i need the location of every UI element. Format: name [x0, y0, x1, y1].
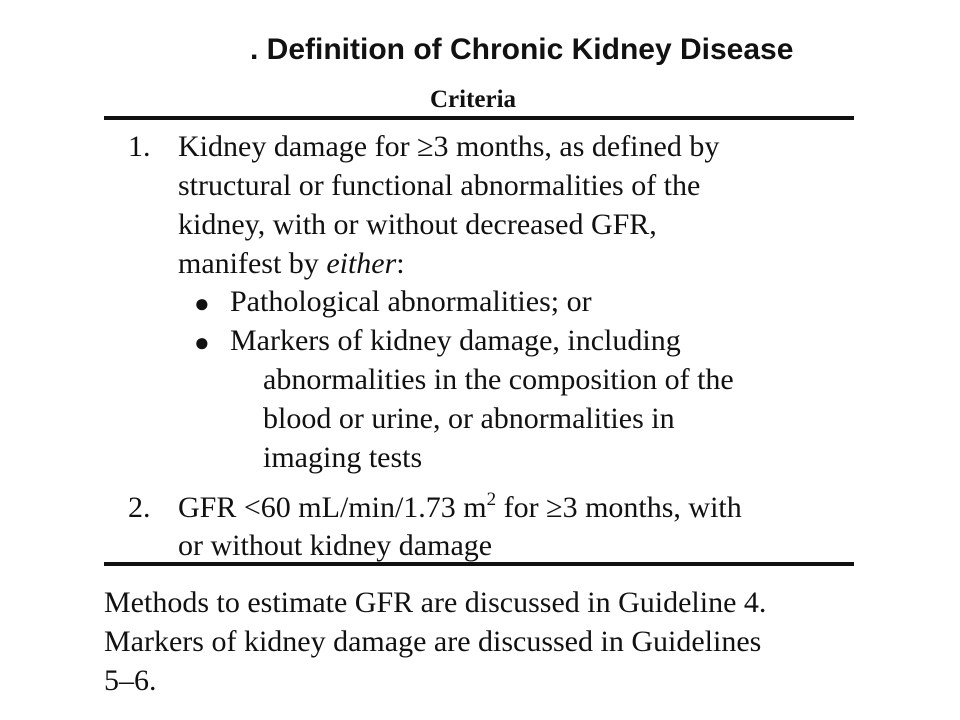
manifest-suffix: :: [396, 247, 405, 280]
criterion-1-line: Kidney damage for ≥3 months, as defined by: [178, 130, 720, 163]
criterion-1-line: kidney, with or without decreased GFR,: [178, 208, 657, 241]
bullet-item-text: blood or urine, or abnormalities in: [263, 402, 675, 435]
footnote-line: 5–6.: [104, 664, 157, 697]
criterion-1-line: structural or functional abnormalities of the: [178, 169, 701, 202]
manifest-emphasis: either: [326, 247, 397, 280]
footnote-line: Markers of kidney damage are discussed in Guidelines: [104, 625, 762, 658]
gfr-duration-text: for ≥3 months, with: [496, 491, 742, 524]
manifest-prefix: manifest by: [178, 247, 327, 280]
superscript-exponent: 2: [486, 489, 497, 510]
bullet-icon: ●: [194, 328, 210, 357]
bullet-item-text: abnormalities in the composition of the: [263, 363, 734, 396]
gfr-text: GFR <60 mL/min/1.73 m: [178, 491, 487, 524]
footnote-line: Methods to estimate GFR are discussed in Guideline 4.: [104, 586, 767, 619]
bullet-item-text: Markers of kidney damage, including: [230, 324, 681, 357]
top-rule: [104, 116, 854, 120]
criteria-column-header: Criteria: [430, 86, 517, 113]
bullet-item-text: Pathological abnormalities; or: [230, 285, 592, 318]
table-title: . Definition of Chronic Kidney Disease: [250, 33, 794, 66]
bullet-item-text: imaging tests: [263, 441, 423, 474]
bottom-rule: [104, 562, 854, 566]
criterion-1-number: 1.: [128, 130, 151, 163]
criterion-2-line: [178, 488, 742, 527]
criterion-2-line: or without kidney damage: [178, 529, 493, 562]
criterion-1-manifest-line: [178, 244, 405, 283]
bullet-icon: ●: [194, 289, 210, 318]
criterion-2-number: 2.: [128, 491, 151, 524]
